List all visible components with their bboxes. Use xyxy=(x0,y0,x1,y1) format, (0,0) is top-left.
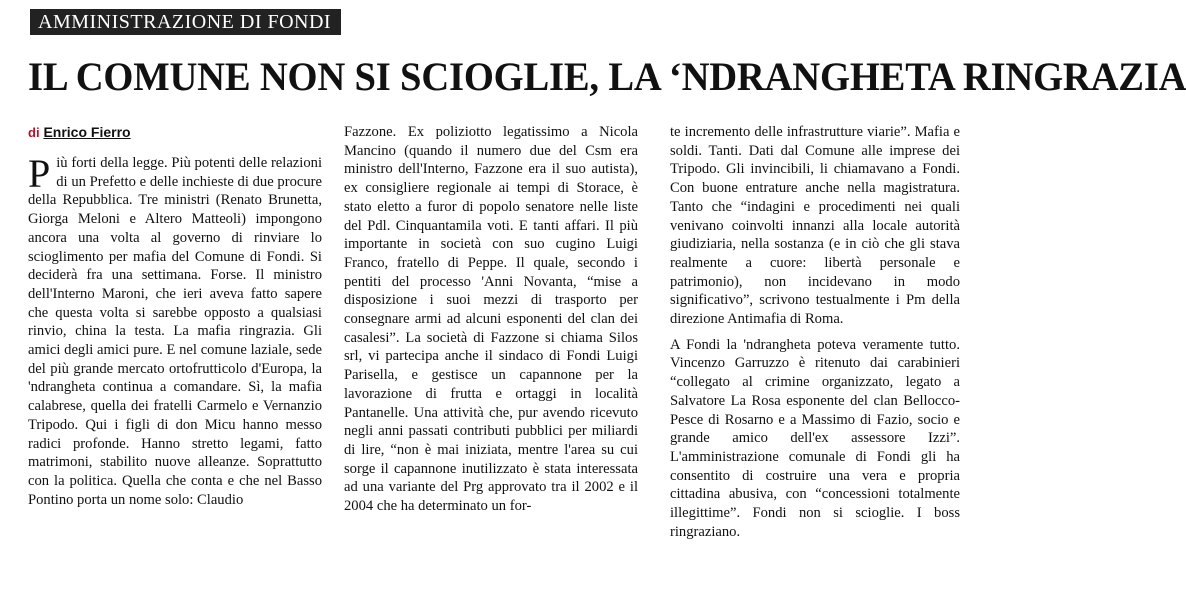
article-column-3 xyxy=(670,123,960,541)
column-1-text: iù forti della legge. Più potenti delle relazioni di un Prefetto e delle inchieste di due procure della Repubblica. Tre ministri (Renato Brunetta, Giorga Meloni e Altero Matteoli) impongono ancora una volta al governo di rinviare lo scioglimento per mafia del Comune di Fondi. Si deciderà fra una settimana. Forse. Il ministro dell'Interno Maroni, che ieri aveva fatto sapere che questa volta si sarebbe opposto a qualsiasi rinvio, china la testa. La mafia ringrazia. Gli amici degli amici pure. E nel comune laziale, sede del più grande mercato ortofrutticolo d'Europa, la 'ndrangheta continua a comandare. Sì, la mafia calabrese, quella dei fratelli Carmelo e Vernanzio Tripodo. Qui i figli di don Micu hanno messo radici profonde. Hanno stretto legami, fatto matrimoni, stabilito nuove alleanze. Soprattutto con la politica. Quella che conta e che nel Basso Pontino porta un nome solo: Claudio xyxy=(28,155,322,508)
column-3-text-b: A Fondi la 'ndrangheta poteva veramente tutto. Vincenzo Garruzzo è ritenuto dai carabinieri “collegato al crimine organizzato, legato a Salvatore La Rosa esponente del clan Bellocco-Pesce di Rosarno e a Massimo di Fazio, socio e grande amico dell'ex assessore Izzi”. L'amministrazione comunale di Fondi gli ha consentito di costruire una vera e propria cittadina abusiva, con “concessioni totalmente illegittime”. Fondi non si scioglie. I boss ringraziano. xyxy=(670,336,960,540)
byline xyxy=(28,123,322,142)
author-link[interactable]: Enrico Fierro xyxy=(43,124,131,140)
column-3-text-a: te incremento delle infrastrutture viarie”. Mafia e soldi. Tanti. Dati dal Comune alle imprese dei Tripodo. Gli invincibili, li chiamavano a Fondi. Con buone entrature anche nella magistratura. Tanto che “indagini e procedimenti nei quali venivano coinvolti innanzi alla locale autorità giudiziaria, nella sostanza (e in ciò che gli stava realmente a cuore: libertà personale e patrimonio), non incidevano in modo significativo”, scrivono testualmente i Pm della direzione Antimafia di Roma. xyxy=(670,124,960,328)
section-kicker: AMMINISTRAZIONE DI FONDI xyxy=(30,9,341,35)
drop-cap: P xyxy=(28,151,51,196)
article-paragraph xyxy=(28,151,322,509)
article-column-2 xyxy=(344,123,638,516)
article-headline: IL COMUNE NON SI SCIOGLIE, LA ‘NDRANGHETA RINGRAZIA xyxy=(28,54,1186,99)
article-column-1 xyxy=(28,123,322,509)
byline-prefix: di xyxy=(28,125,40,140)
column-2-text: Fazzone. Ex poliziotto legatissimo a Nicola Mancino (quando il numero due del Csm era ministro dell'Interno, Fazzone era il suo autista), ex consigliere regionale ai tempi di Storace, è stato eletto a furor di popolo senatore nelle liste del Pdl. Cinquantamila voti. E tanti affari. Il più importante in società con suo cugino Luigi Franco, fratello di Peppe. Il quale, secondo i pentiti del processo 'Anni Novanta, “mise a disposizione i suoi mezzi di trasporto per consegnare armi ad alcuni esponenti del clan dei casalesi”. La società di Fazzone si chiama Silos srl, vi partecipa anche il sindaco di Fondi Luigi Parisella, e gestisce un capannone per la lavorazione di frutta e ortaggi in località Pantanelle. Una attività che, pur avendo ricevuto negli anni passati contributi pubblici per miliardi di lire, “non è mai iniziata, mentre l'area su cui sorge il capannone inutilizzato è stata interessata ad una variante del Prg approvato tra il 2002 e il 2004 che ha determinato un for- xyxy=(344,124,638,515)
